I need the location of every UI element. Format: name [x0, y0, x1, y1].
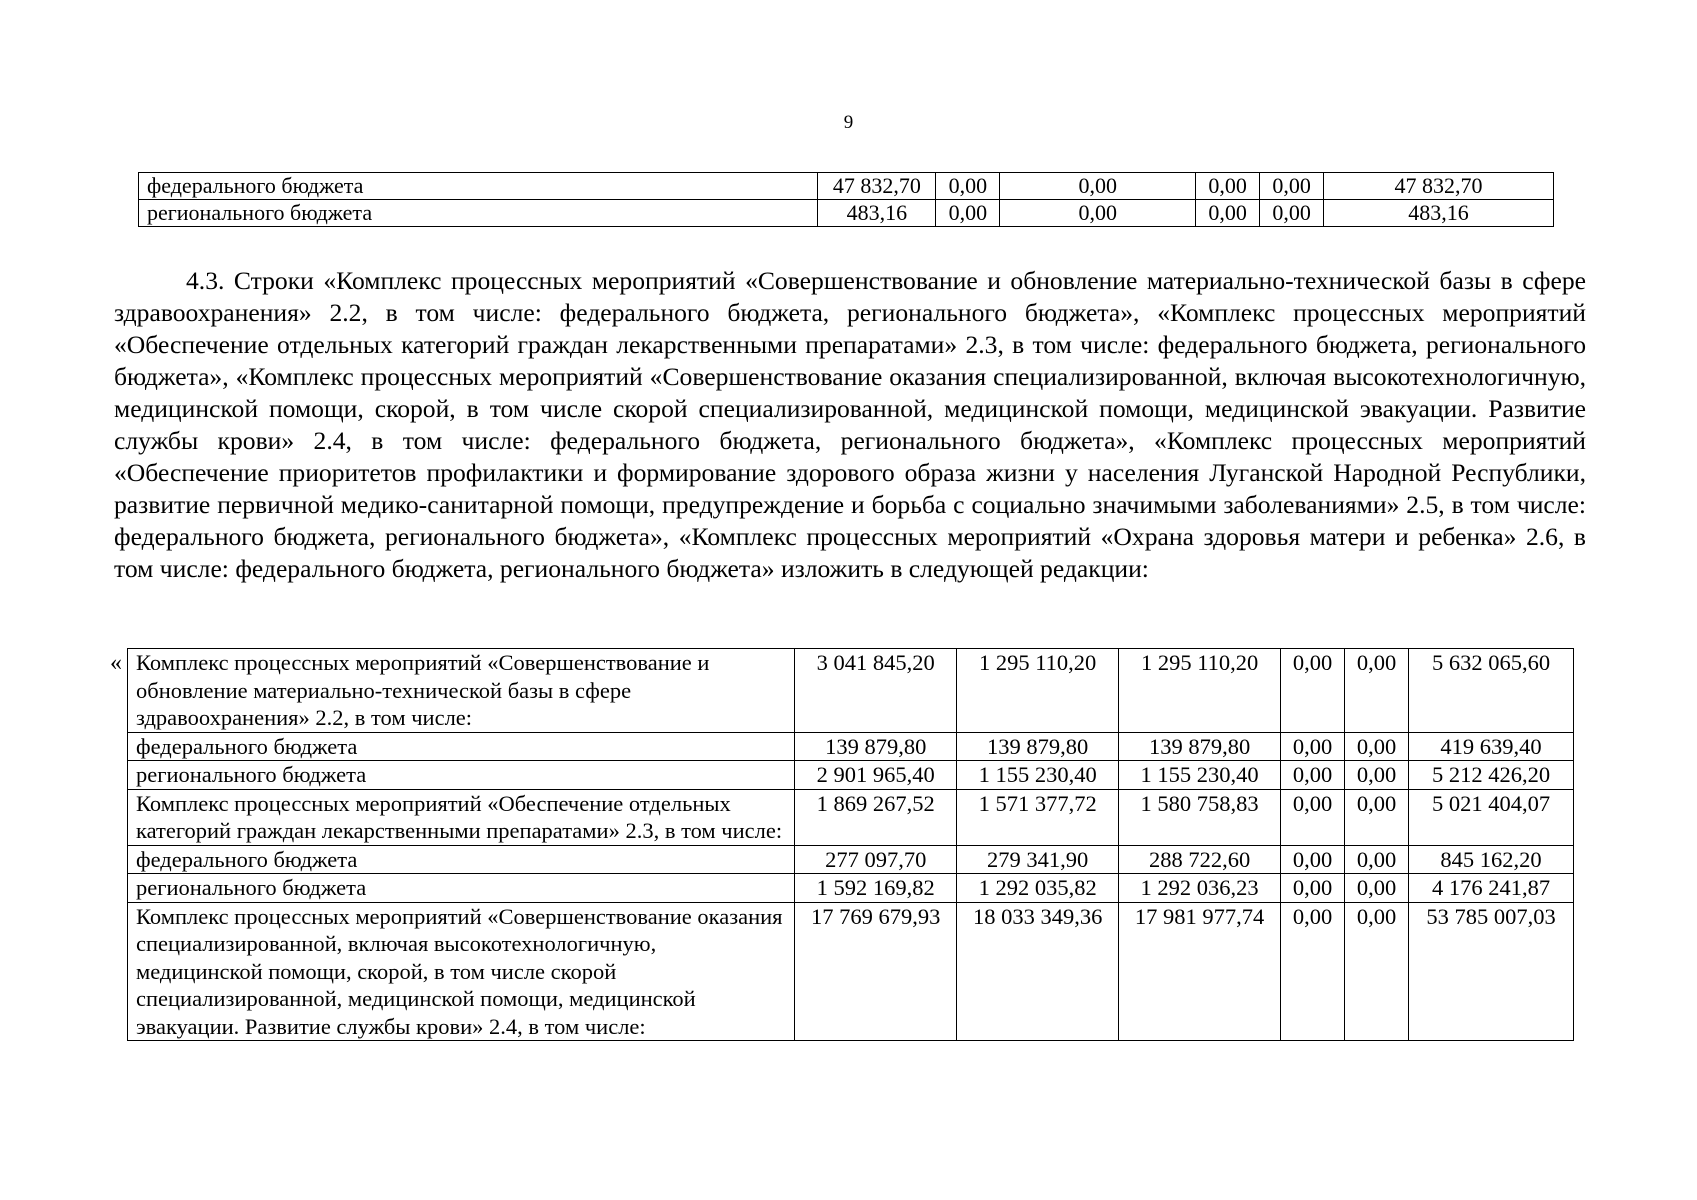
row-label: федерального бюджета: [128, 732, 795, 761]
value-cell: 1 295 110,20: [957, 649, 1119, 733]
value-cell: 18 033 349,36: [957, 902, 1119, 1041]
value-cell: 1 295 110,20: [1119, 649, 1281, 733]
row-label: федерального бюджета: [139, 173, 818, 200]
value-cell: 419 639,40: [1409, 732, 1574, 761]
value-cell: 1 292 036,23: [1119, 874, 1281, 903]
table-row: [128, 789, 1574, 845]
value-cell: 0,00: [1281, 845, 1345, 874]
value-cell: 0,00: [1281, 649, 1345, 733]
value-cell: 1 292 035,82: [957, 874, 1119, 903]
value-cell: 0,00: [936, 173, 1000, 200]
value-cell: 0,00: [1281, 874, 1345, 903]
table-row: [128, 845, 1574, 874]
value-cell: 0,00: [1345, 902, 1409, 1041]
table-row: [128, 649, 1574, 733]
page-number: 9: [843, 112, 854, 133]
value-cell: 0,00: [1260, 200, 1324, 227]
value-cell: 17 981 977,74: [1119, 902, 1281, 1041]
row-label: регионального бюджета: [128, 874, 795, 903]
paragraph-text: 4.3. Строки «Комплекс процессных мероприятий «Совершенствование и обновление материально-технической базы в сфере здравоохранения» 2.2, в том числе: федерального бюджета, регионального бюджета», «Комплекс процессных мероприятий «Обеспечение отдельных категорий граждан лекарственными препаратами» 2.3, в том числе: федерального бюджета, регионального бюджета», «Комплекс процессных мероприятий «Совершенствование оказания специализированной, включая высокотехнологичную, медицинской помощи, скорой, в том числе скорой специализированной, медицинской помощи, медицинской эвакуации. Развитие службы крови» 2.4, в том числе: федерального бюджета, регионального бюджета», «Комплекс процессных мероприятий «Обеспечение приоритетов профилактики и формирование здорового образа жизни у населения Луганской Народной Республики, развитие первичной медико-санитарной помощи, предупреждение и борьба с социально значимыми заболеваниями» 2.5, в том числе: федерального бюджета, регионального бюджета», «Комплекс процессных мероприятий «Охрана здоровья матери и ребенка» 2.6, в том числе: федерального бюджета, регионального бюджета» изложить в следующей редакции:: [114, 266, 1586, 583]
value-cell: 2 901 965,40: [795, 761, 957, 790]
top-table: [138, 172, 1554, 227]
value-cell: 0,00: [1281, 732, 1345, 761]
row-label: регионального бюджета: [128, 761, 795, 790]
table-row: [139, 173, 1554, 200]
value-cell: 1 571 377,72: [957, 789, 1119, 845]
row-label: Комплекс процессных мероприятий «Совершенствование оказания специализированной, включая высокотехнологичную, медицинской помощи, скорой, в том числе скорой специализированной, медицинской помощи, медицинской эвакуации. Развитие службы крови» 2.4, в том числе:: [128, 902, 795, 1041]
value-cell: 0,00: [1000, 200, 1196, 227]
value-cell: 483,16: [1324, 200, 1554, 227]
value-cell: 1 155 230,40: [1119, 761, 1281, 790]
value-cell: 279 341,90: [957, 845, 1119, 874]
opening-quote: «: [110, 650, 122, 676]
value-cell: 0,00: [1345, 789, 1409, 845]
row-label: Комплекс процессных мероприятий «Обеспечение отдельных категорий граждан лекарственными препаратами» 2.3, в том числе:: [128, 789, 795, 845]
table-row: [128, 761, 1574, 790]
value-cell: 0,00: [1196, 200, 1260, 227]
value-cell: 483,16: [818, 200, 936, 227]
amendment-paragraph: [114, 265, 1586, 585]
value-cell: 0,00: [1196, 173, 1260, 200]
value-cell: 845 162,20: [1409, 845, 1574, 874]
table-row: [139, 200, 1554, 227]
value-cell: 0,00: [1345, 761, 1409, 790]
value-cell: 139 879,80: [957, 732, 1119, 761]
value-cell: 5 212 426,20: [1409, 761, 1574, 790]
value-cell: 1 869 267,52: [795, 789, 957, 845]
value-cell: 288 722,60: [1119, 845, 1281, 874]
value-cell: 0,00: [936, 200, 1000, 227]
value-cell: 0,00: [1345, 732, 1409, 761]
value-cell: 139 879,80: [1119, 732, 1281, 761]
value-cell: 0,00: [1281, 902, 1345, 1041]
value-cell: 17 769 679,93: [795, 902, 957, 1041]
value-cell: 5 021 404,07: [1409, 789, 1574, 845]
row-label: федерального бюджета: [128, 845, 795, 874]
main-table: [127, 648, 1574, 1041]
value-cell: 47 832,70: [818, 173, 936, 200]
value-cell: 0,00: [1345, 649, 1409, 733]
table-row: [128, 874, 1574, 903]
value-cell: 0,00: [1281, 789, 1345, 845]
row-label: регионального бюджета: [139, 200, 818, 227]
value-cell: 47 832,70: [1324, 173, 1554, 200]
value-cell: 0,00: [1000, 173, 1196, 200]
value-cell: 5 632 065,60: [1409, 649, 1574, 733]
value-cell: 0,00: [1281, 761, 1345, 790]
value-cell: 4 176 241,87: [1409, 874, 1574, 903]
table-row: [128, 732, 1574, 761]
value-cell: 1 155 230,40: [957, 761, 1119, 790]
table-row: [128, 902, 1574, 1041]
value-cell: 0,00: [1260, 173, 1324, 200]
value-cell: 3 041 845,20: [795, 649, 957, 733]
value-cell: 0,00: [1345, 845, 1409, 874]
value-cell: 277 097,70: [795, 845, 957, 874]
value-cell: 1 580 758,83: [1119, 789, 1281, 845]
row-label: Комплекс процессных мероприятий «Совершенствование и обновление материально-технической базы в сфере здравоохранения» 2.2, в том числе:: [128, 649, 795, 733]
value-cell: 53 785 007,03: [1409, 902, 1574, 1041]
value-cell: 139 879,80: [795, 732, 957, 761]
value-cell: 1 592 169,82: [795, 874, 957, 903]
value-cell: 0,00: [1345, 874, 1409, 903]
